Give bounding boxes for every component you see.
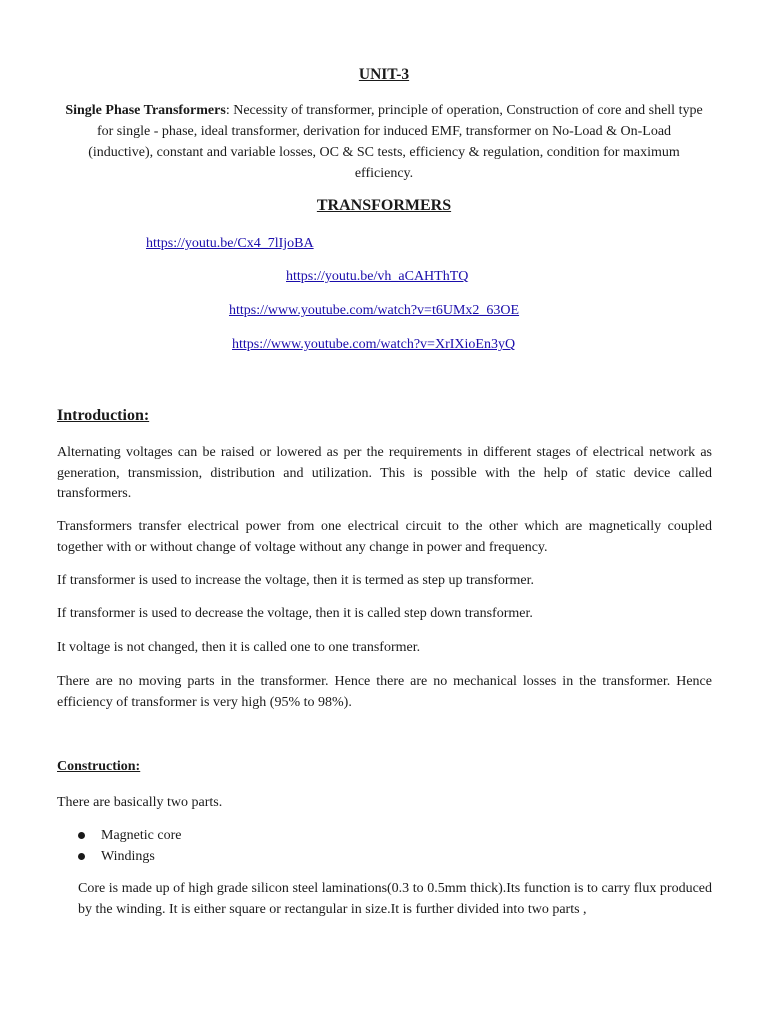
list-item-label: Magnetic core bbox=[101, 828, 182, 843]
intro-paragraph-6: There are no moving parts in the transformer. Hence there are no mechanical losses in the transformer. Hence efficiency of transformer is very high (95% to 98%). bbox=[57, 674, 712, 710]
video-link-2[interactable]: https://youtu.be/vh_aCAHThTQ bbox=[286, 269, 469, 284]
list-item-label: Windings bbox=[101, 849, 155, 864]
syllabus-lead: Single Phase Transformers bbox=[65, 103, 226, 118]
intro-paragraph-4: If transformer is used to decrease the voltage, then it is called step down transformer. bbox=[57, 606, 533, 621]
core-paragraph: Core is made up of high grade silicon steel laminations(0.3 to 0.5mm thick).Its function is to carry flux produced by the winding. It is either square or rectangular in size.It is further divided into two parts , bbox=[78, 881, 712, 917]
intro-paragraph-1: Alternating voltages can be raised or lowered as per the requirements in different stages of electrical network as generation, transmission, distribution and utilization. This is possible with the help of static device called transformers. bbox=[57, 445, 712, 501]
intro-paragraph-5: It voltage is not changed, then it is called one to one transformer. bbox=[57, 640, 421, 655]
section-title: TRANSFORMERS bbox=[316, 197, 452, 214]
video-link-3[interactable]: https://www.youtube.com/watch?v=t6UMx2_63OE bbox=[229, 303, 520, 318]
construction-heading: Construction: bbox=[57, 759, 141, 774]
syllabus-paragraph bbox=[64, 100, 704, 184]
syllabus-text: : Necessity of transformer, principle of operation, Construction of core and shell type for single - phase, ideal transformer, derivation for induced EMF, transformer on No-Load & On-Load (inductive), constant and variable losses, OC & SC tests, efficiency & regulation, condition for maximum efficiency. bbox=[88, 103, 703, 181]
construction-parts-list bbox=[78, 825, 181, 867]
bullet-icon bbox=[78, 832, 85, 839]
construction-intro: There are basically two parts. bbox=[57, 795, 223, 810]
unit-title: UNIT-3 bbox=[358, 66, 410, 83]
list-item bbox=[78, 825, 181, 846]
list-item bbox=[78, 846, 181, 867]
intro-paragraph-2: Transformers transfer electrical power from one electrical circuit to the other which are magnetically coupled together with or without change of voltage without any change in power and frequency. bbox=[57, 519, 712, 555]
intro-paragraph-3: If transformer is used to increase the voltage, then it is termed as step up transformer. bbox=[57, 573, 535, 588]
introduction-heading: Introduction: bbox=[57, 407, 150, 424]
bullet-icon bbox=[78, 853, 85, 860]
video-link-4[interactable]: https://www.youtube.com/watch?v=XrIXioEn3yQ bbox=[232, 337, 516, 352]
video-link-1[interactable]: https://youtu.be/Cx4_7lIjoBA bbox=[146, 236, 314, 251]
